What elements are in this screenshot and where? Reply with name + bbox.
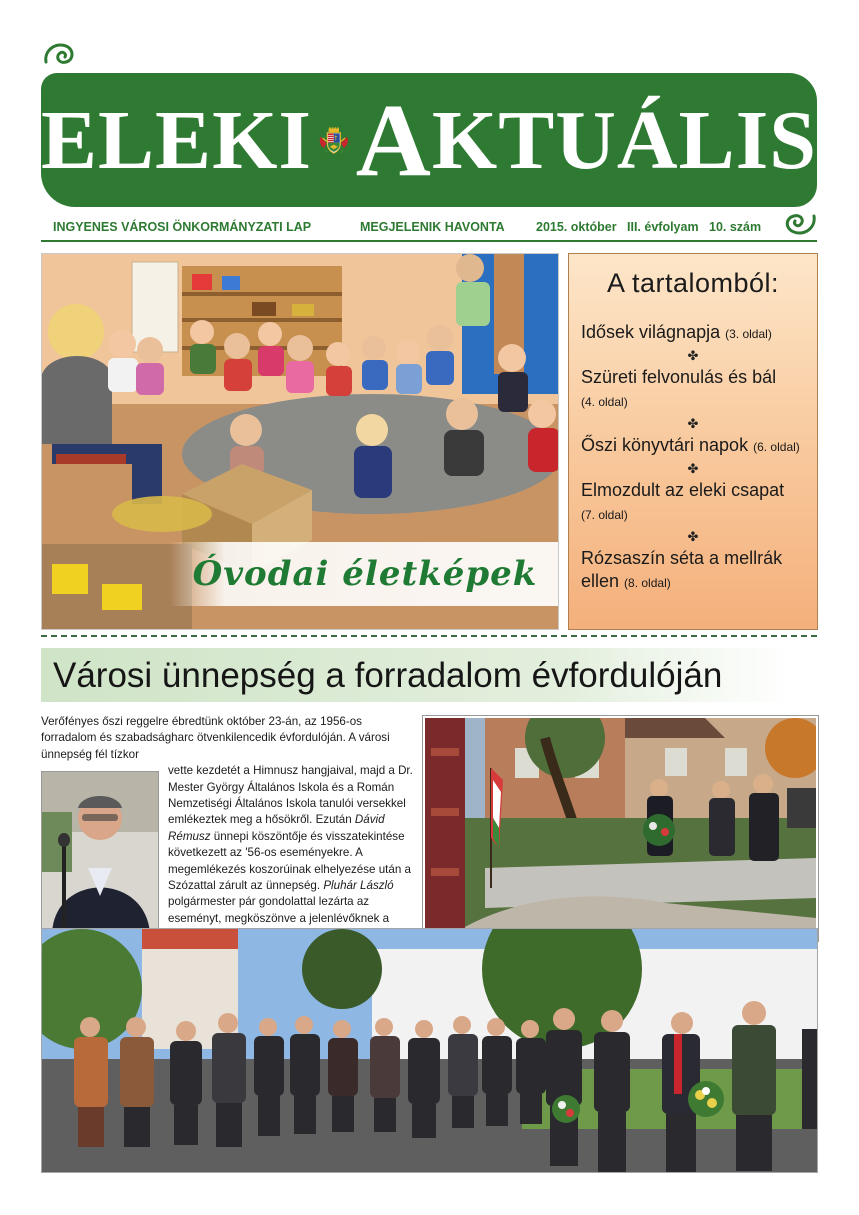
contents-item[interactable]: Őszi könyvtári napok (6. oldal) (581, 435, 800, 455)
wreath-laying-photo (423, 716, 818, 941)
masthead (41, 73, 817, 207)
cover-caption: Óvodai életképek (170, 542, 559, 606)
article-intro: Verőfényes őszi reggelre ébredtünk október 23-án, az 1956-os forradalom és szabadságharc ötvenkilencedik évfordulóján. A városi ünnepség fél tízkor (41, 715, 390, 761)
swirl-ornament-icon (42, 40, 78, 70)
article-body-part-3: polgármester pár gondolattal lezárta az eseményt, megköszönve a jelenlévőknek a (168, 895, 390, 925)
article-body-part-1: vette kezdetét a Himnusz hangjaival, majd a Dr. Mester György Általános Iskola és a Román Nemzetiségi Általános Iskola tanulói versekkel emlékeztek meg a hősökről. Ezután (168, 764, 413, 827)
title-right-initial: A (355, 83, 432, 198)
article-body (41, 714, 419, 926)
contents-item[interactable]: Rózsaszín séta a mellrák ellen (8. oldal) (581, 548, 783, 591)
cover-photo (41, 253, 559, 630)
contents-item[interactable]: Elmozdult az eleki csapat (7. oldal) (581, 480, 785, 522)
article-headline: Városi ünnepség a forradalom évfordulóján (41, 648, 791, 702)
separator-icon: ✤ (687, 348, 699, 363)
frequency-label: MEGJELENIK HAVONTA (360, 220, 505, 234)
speaker-photo (41, 771, 159, 933)
ceremony-crowd-photo (41, 928, 818, 1173)
coat-of-arms-icon (318, 98, 350, 184)
title-left: ELEKI (41, 94, 313, 187)
masthead-title (41, 83, 817, 198)
title-right-rest: KTUÁLIS (431, 94, 817, 187)
person-name: Dávid Rémusz (168, 813, 385, 843)
info-bar (41, 214, 817, 242)
separator-icon: ✤ (687, 529, 699, 544)
separator-icon: ✤ (687, 416, 699, 431)
contents-item[interactable]: Idősek világnapja (3. oldal) (581, 322, 772, 342)
contents-item[interactable]: Szüreti felvonulás és bál (4. oldal) (581, 367, 777, 409)
separator-icon: ✤ (687, 461, 699, 476)
person-name: Pluhár László (323, 879, 394, 893)
contents-title: A tartalomból: (606, 268, 780, 298)
section-divider (41, 635, 817, 637)
article-body-part-2: ünnepi köszöntője és visszatekintése következett az '56-os eseményekre. A megemlékezés koszorúinak elhelyezése után a Szózattal zárult az ünnepség. (168, 829, 411, 893)
free-paper-label: INGYENES VÁROSI ÖNKORMÁNYZATI LAP (53, 220, 312, 234)
issue-label: 2015. október III. évfolyam 10. szám (536, 220, 762, 234)
contents-box (568, 253, 818, 630)
